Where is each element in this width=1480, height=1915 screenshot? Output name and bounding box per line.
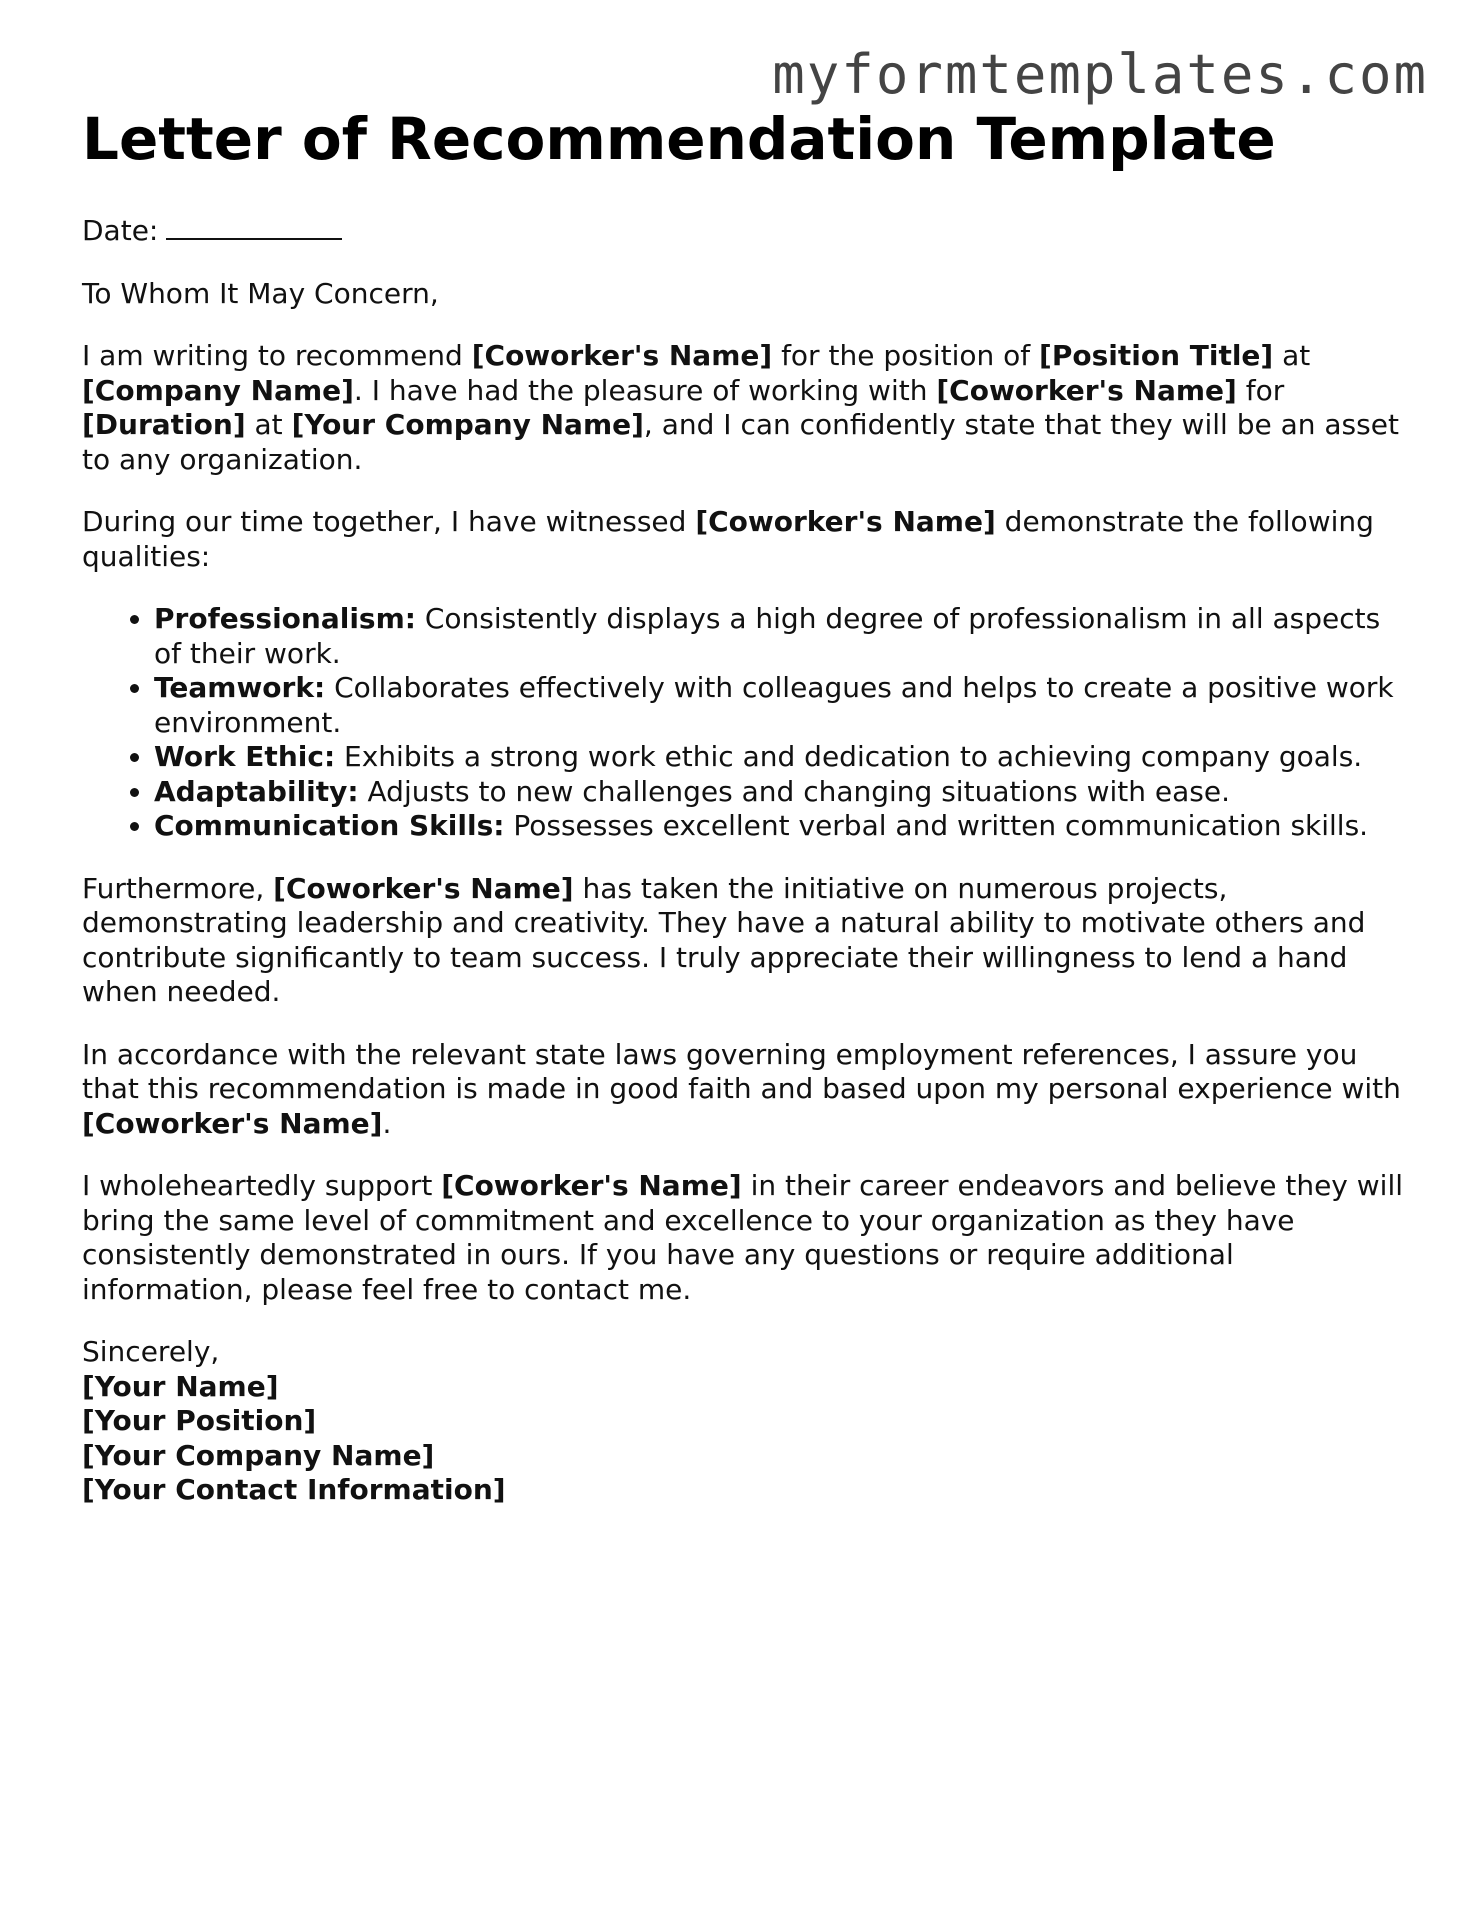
placeholder-coworker-name: [Coworker's Name] <box>471 339 773 372</box>
intro-text-5: for <box>1236 373 1285 407</box>
initiative-text-1: Furthermore, <box>82 871 274 905</box>
qualities-intro-text-2: demonstrate the following qualities: <box>82 505 1374 573</box>
list-item <box>154 602 1412 671</box>
date-label: Date: <box>82 214 159 247</box>
signature-name: [Your Name] <box>82 1369 279 1403</box>
page-title: Letter of Recommendation Template <box>82 105 1276 173</box>
support-text-1: I wholeheartedly support <box>82 1169 442 1202</box>
legal-text-1: In accordance with the relevant state laws governing employment references, I assure you that this recommendation is made in good faith and based upon my personal experience with <box>82 1037 1401 1105</box>
placeholder-coworker-name: [Coworker's Name] <box>695 505 996 538</box>
quality-label: Teamwork: <box>154 671 326 704</box>
list-item <box>154 775 1412 810</box>
signature-block <box>82 1335 1412 1508</box>
placeholder-coworker-name: [Coworker's Name] <box>441 1169 742 1202</box>
list-item <box>154 740 1412 775</box>
intro-text-4: . I have had the pleasure of working with <box>353 373 937 407</box>
quality-text: Consistently displays a high degree of professionalism in all aspects of their work. <box>154 602 1381 670</box>
intro-text-2: for the position of <box>772 339 1040 372</box>
paragraph-intro <box>82 339 1412 477</box>
placeholder-coworker-name: [Coworker's Name] <box>936 373 1237 407</box>
initiative-text-2: has taken the initiative on numerous projects, demonstrating leadership and creativity. They have a natural ability to motivate others and contribute significantly to team success. I truly appreciate their willingness to lend a hand when needed. <box>82 871 1366 1008</box>
quality-label: Communication Skills: <box>154 809 505 842</box>
signature-position: [Your Position] <box>82 1404 317 1437</box>
quality-label: Adaptability: <box>154 774 359 808</box>
intro-text-7: , and I can confidently state that they will be an asset to any organization. <box>82 408 1399 476</box>
letter-body <box>82 214 1412 1508</box>
qualities-intro-text-1: During our time together, I have witnessed <box>82 505 696 538</box>
paragraph-qualities-intro <box>82 505 1412 574</box>
placeholder-your-company-name: [Your Company Name] <box>291 408 644 441</box>
paragraph-legal <box>82 1038 1412 1142</box>
qualities-list <box>82 602 1412 844</box>
quality-text: Possesses excellent verbal and written communication skills. <box>504 809 1369 842</box>
list-item <box>154 671 1412 740</box>
closing: Sincerely, <box>82 1335 220 1368</box>
quality-text: Collaborates effectively with colleagues and helps to create a positive work environment. <box>154 671 1394 739</box>
intro-text-1: I am writing to recommend <box>82 339 472 372</box>
paragraph-initiative <box>82 872 1412 1010</box>
signature-contact: [Your Contact Information] <box>82 1473 506 1506</box>
placeholder-duration: [Duration] <box>82 408 246 441</box>
date-blank-field[interactable] <box>166 214 342 240</box>
intro-text-3: at <box>1273 339 1311 372</box>
list-item <box>154 809 1412 844</box>
paragraph-support <box>82 1169 1412 1307</box>
placeholder-position-title: [Position Title] <box>1039 339 1274 372</box>
quality-label: Work Ethic: <box>154 740 336 773</box>
date-line <box>82 214 1412 249</box>
quality-text: Adjusts to new challenges and changing situations with ease. <box>358 774 1230 808</box>
placeholder-coworker-name: [Coworker's Name] <box>82 1106 383 1140</box>
letter-document <box>82 102 1412 1508</box>
quality-text: Exhibits a strong work ethic and dedication to achieving company goals. <box>335 740 1363 773</box>
quality-label: Professionalism: <box>154 602 416 635</box>
site-watermark: myformtemplates.com <box>772 43 1428 106</box>
placeholder-coworker-name: [Coworker's Name] <box>273 871 574 905</box>
salutation: To Whom It May Concern, <box>82 276 439 310</box>
placeholder-company-name: [Company Name] <box>82 373 354 407</box>
signature-company: [Your Company Name] <box>82 1438 435 1472</box>
legal-text-2: . <box>382 1106 392 1140</box>
intro-text-6: at <box>245 408 292 441</box>
support-text-2: in their career endeavors and believe they will bring the same level of commitment and excellence to your organization as they have consistently demonstrated in ours. If you have any questions or require additional information, please feel free to contact me. <box>82 1169 1404 1306</box>
